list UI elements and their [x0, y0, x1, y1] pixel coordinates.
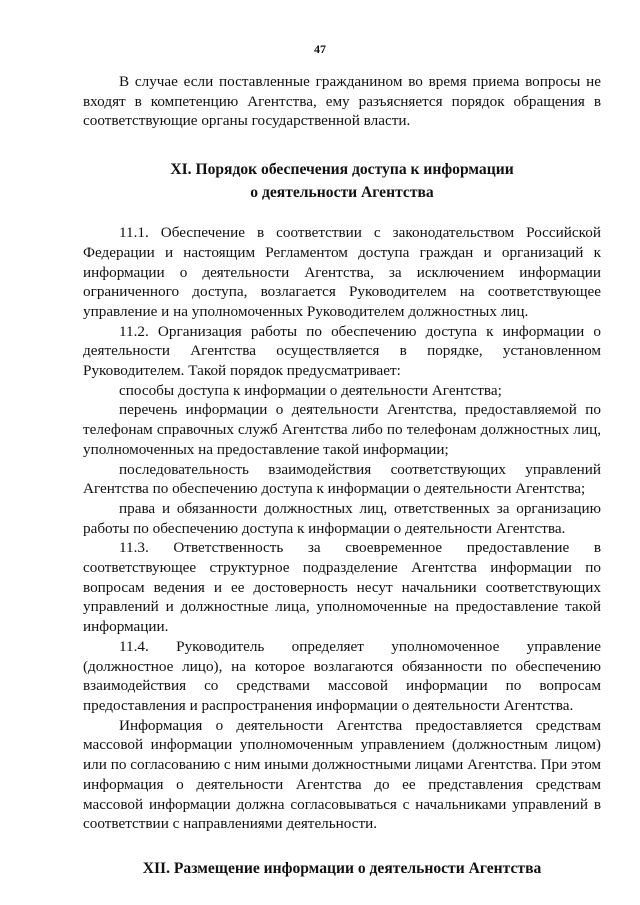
list-item-access-methods: способы доступа к информации о деятельности Агентства;: [119, 381, 502, 399]
section-11-title-line2: о деятельности Агентства: [250, 183, 434, 201]
paragraph-11-4: 11.4. Руководитель определяет уполномоченное управление (должностное лицо), на которое возлагаются обязанности по обеспечению взаимодействия со средствами массовой информации по вопросам предоставления и распространения информации о деятельности Агентства.: [83, 637, 601, 714]
page-number: 47: [314, 42, 326, 56]
list-item-interaction-sequence: последовательность взаимодействия соответствующих управлений Агентства по обеспечению доступа к информации о деятельности Агентства;: [83, 460, 601, 498]
document-body: [83, 72, 601, 880]
list-item-phone-info: перечень информации о деятельности Агентства, предоставляемой по телефонам справочных служб Агентства либо по телефонам должностных лиц, уполномоченных на предоставление такой информации;: [83, 401, 601, 458]
paragraph-11-1: 11.1. Обеспечение в соответствии с законодательством Российской Федерации и настоящим Регламентом доступа граждан и организаций к информации о деятельности Агентства, за исключением информации ограниченного доступа, возлагается Руководителем на соответствующее управление и на уполномоченных Руководителем должностных лиц.: [83, 224, 601, 320]
section-12-title: XII. Размещение информации о деятельности Агентства: [142, 859, 542, 877]
intro-paragraph: В случае если поставленные гражданином во время приема вопросы не входят в компетенцию Агентства, ему разъясняется порядок обращения в соответствующие органы государственной власти.: [83, 73, 601, 130]
paragraph-11-3: 11.3. Ответственность за своевременное предоставление в соответствующее структурное подразделение Агентства информации по вопросам ведения и ее достоверность несут начальники соответствующих управлений и должностные лица, уполномоченные на предоставление такой информации.: [83, 539, 601, 636]
paragraph-media-info: Информация о деятельности Агентства предоставляется средствам массовой информации уполномоченным управлением (должностным лицом) или по согласованию с ним иными должностными лицами Агентства. При этом информация о деятельности Агентства до ее представления средствам массовой информации должна согласовываться с начальниками управлений в соответствии с направлениями деятельности.: [83, 716, 601, 833]
section-11-title-line1: XI. Порядок обеспечения доступа к информации: [170, 161, 514, 179]
paragraph-11-2: 11.2. Организация работы по обеспечению доступа к информации о деятельности Агентства осуществляется в порядке, установленном Руководителем. Такой порядок предусматривает:: [83, 322, 601, 380]
list-item-rights-duties: права и обязанности должностных лиц, ответственных за организацию работы по обеспечению доступа к информации о деятельности Агентства.: [83, 499, 601, 537]
